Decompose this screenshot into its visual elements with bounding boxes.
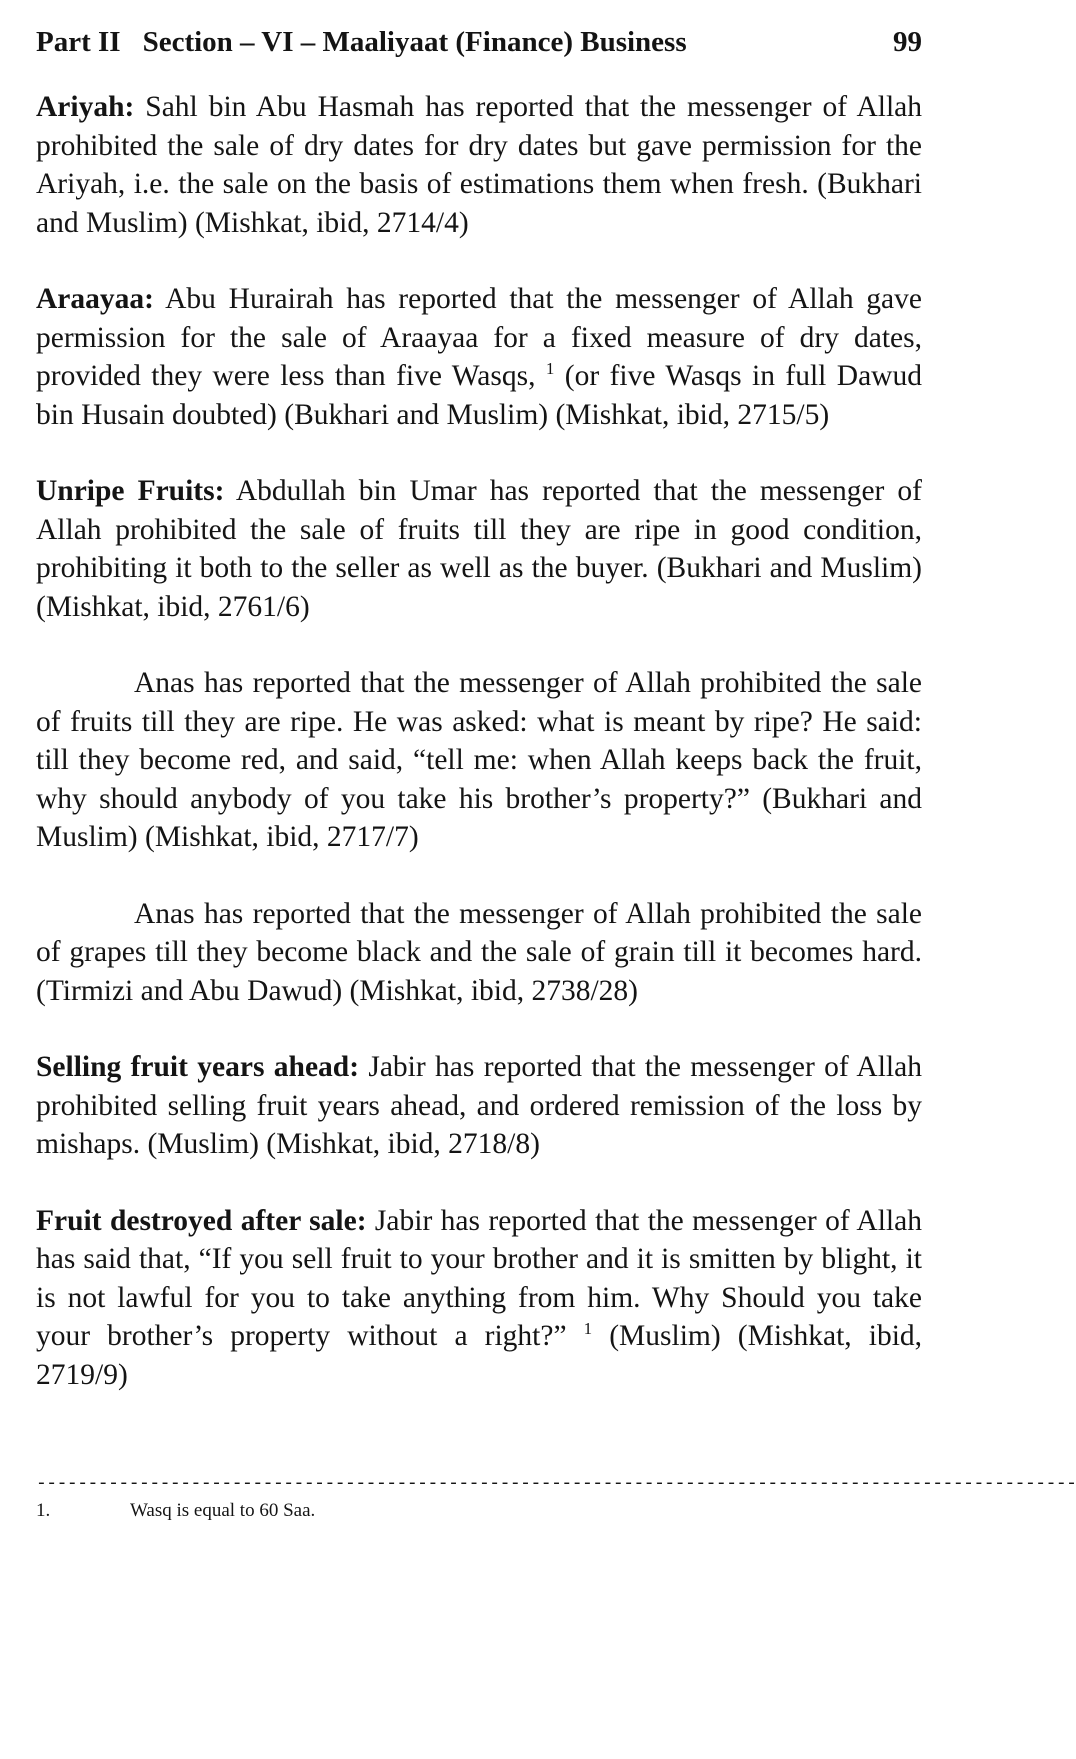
paragraph-text: Jabir has reported that the messenger of Allah has said that, “If you sell fruit to your brother and it is smitten by blight, it is not lawful for you to take anything from him. Why Should you take your brother’s property without a right?” <box>36 1204 922 1352</box>
footnote-ref: 1 <box>545 359 555 379</box>
paragraph-text: (or five Wasqs in full Dawud bin Husain doubted) (Bukhari and Muslim) (Mishkat, ibid, 2715/5) <box>36 360 922 431</box>
running-header <box>36 22 922 62</box>
paragraph-anas-grapes <box>36 895 922 1011</box>
paragraph-fruit-destroyed <box>36 1202 922 1395</box>
paragraph-text: Anas has reported that the messenger of Allah prohibited the sale of grapes till they become black and the sale of grain till it becomes hard. (Tirmizi and Abu Dawud) (Mishkat, ibid, 2738/28) <box>36 897 922 1007</box>
paragraph-text: Abdullah bin Umar has reported that the messenger of Allah prohibited the sale of fruits till they are ripe in good condition, prohibiting it both to the seller as well as the buyer. (Bukhari and Muslim) (Mishkat, ibid, 2761/6) <box>36 475 923 623</box>
paragraph-ariyah <box>36 88 922 242</box>
footnote-separator: ----------------------------------------------------------------------------------------------------- <box>36 1474 1076 1494</box>
paragraph-selling-years-ahead <box>36 1048 922 1164</box>
header-part: Part II <box>36 26 121 58</box>
paragraph-araayaa <box>36 280 922 434</box>
document-page <box>36 22 1076 1524</box>
paragraph-text: Anas has reported that the messenger of Allah prohibited the sale of fruits till they are ripe. He was asked: what is meant by ripe? He said: till they become red, and said, “tell me: when Allah keeps back the fruit, why should anybody of you take his brother’s property?” (Bukhari and Muslim) (Mishkat, ibid, 2717/7) <box>36 667 922 853</box>
paragraph-unripe-fruits <box>36 472 922 626</box>
footnote-text: Wasq is equal to 60 Saa. <box>130 1500 316 1521</box>
paragraph-lead: Araayaa: <box>36 283 154 315</box>
paragraph-text: Jabir has reported that the messenger of Allah prohibited selling fruit years ahead, and ordered remission of the loss by mishaps. (Muslim) (Mishkat, ibid, 2718/8) <box>36 1051 922 1160</box>
paragraph-text: (Muslim) (Mishkat, ibid, 2719/9) <box>36 1320 923 1391</box>
footnote-ref: 1 <box>583 1319 593 1339</box>
page-number: 99 <box>893 26 922 58</box>
paragraph-lead: Selling fruit years ahead: <box>36 1051 360 1083</box>
paragraph-lead: Ariyah: <box>36 91 135 123</box>
paragraph-anas-ripe <box>36 664 922 857</box>
paragraph-text: Abu Hurairah has reported that the messenger of Allah gave permission for the sale of Araayaa for a fixed measure of dry dates, provided they were less than five Wasqs, <box>36 283 922 392</box>
paragraph-text: Sahl bin Abu Hasmah has reported that the messenger of Allah prohibited the sale of dry dates for dry dates but gave permission for the Ariyah, i.e. the sale on the basis of estimations them when fresh. (Bukhari and Muslim) (Mishkat, ibid, 2714/4) <box>36 91 922 239</box>
header-section: Section – VI – Maaliyaat (Finance) Business <box>142 26 687 58</box>
paragraph-lead: Unripe Fruits: <box>36 475 225 507</box>
header-title <box>36 22 687 62</box>
paragraph-lead: Fruit destroyed after sale: <box>36 1204 367 1237</box>
footnote-number: 1. <box>36 1500 51 1521</box>
footnote <box>36 1498 922 1524</box>
